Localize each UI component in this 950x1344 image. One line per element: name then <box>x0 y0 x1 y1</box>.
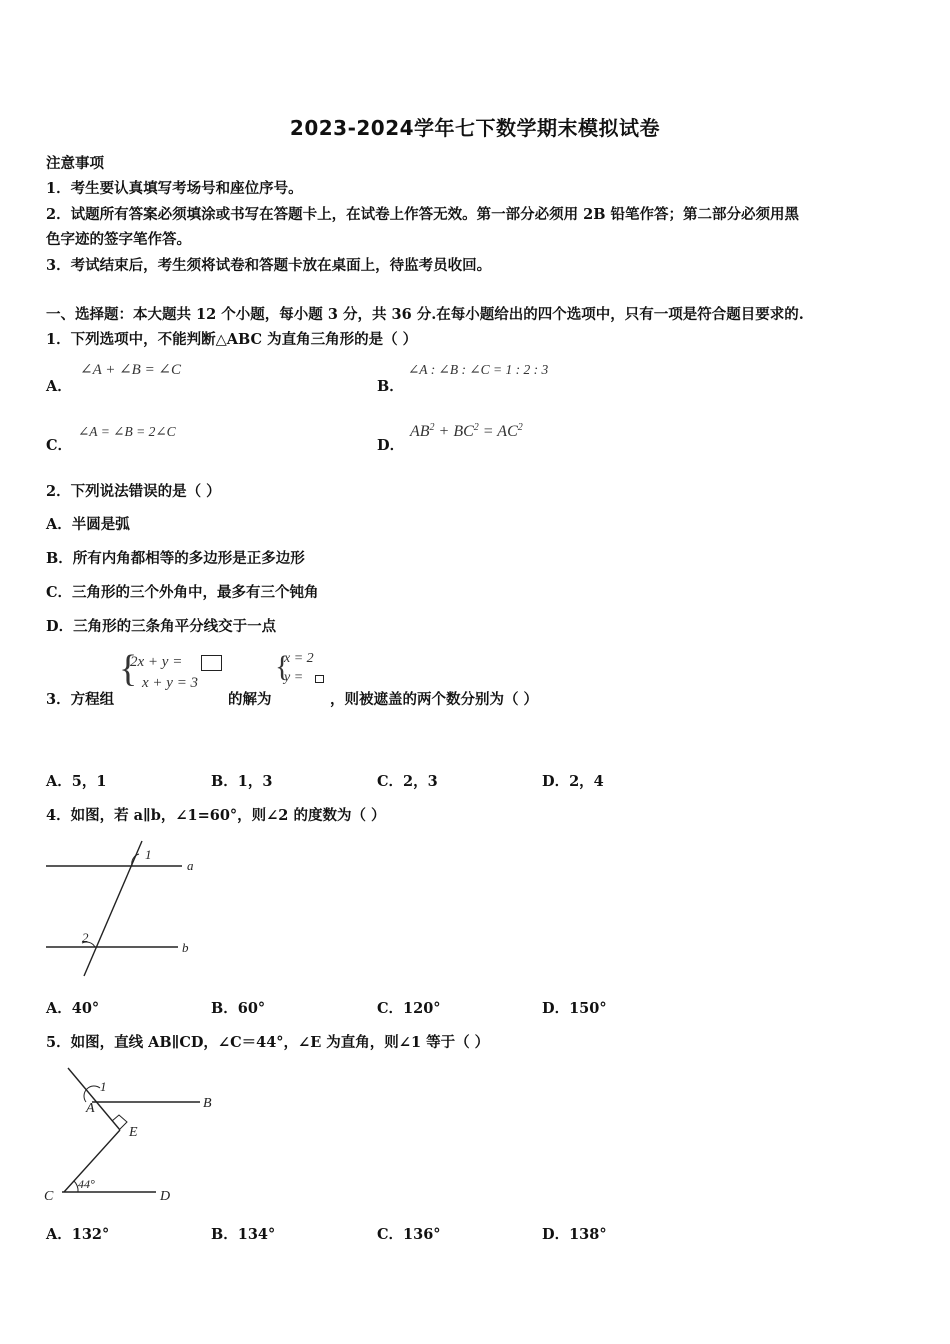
q3-option-d: D．2，4 <box>542 773 604 790</box>
q3-option-b: B．1，3 <box>211 773 273 790</box>
q5-option-d: D．138° <box>542 1226 607 1243</box>
q2-option-b: B．所有内角都相等的多边形是正多边形 <box>46 550 305 567</box>
q3-option-c: C．2，3 <box>377 773 438 790</box>
q1-option-b-label: B． <box>377 378 404 395</box>
q1-option-c-label: C． <box>46 437 73 454</box>
q5-label-1: 1 <box>100 1079 107 1094</box>
q2-option-d: D．三角形的三条角平分线交于一点 <box>46 618 277 635</box>
q1-option-d-math: $AB^2 + BC^2 = AC^2$ <box>410 422 523 440</box>
q1-option-a-math: ∠A + ∠B = ∠C <box>80 362 182 378</box>
q4-label-2: 2 <box>82 930 89 945</box>
notice-item-2: 2．试题所有答案必须填涂或书写在答题卡上，在试卷上作答无效。第一部分必须用 2B 铅笔作答；第二部分必须用黑 <box>46 206 800 223</box>
q4-figure <box>40 836 210 982</box>
q3-hidden-box-1 <box>201 655 222 671</box>
q4-label-1: 1 <box>145 847 152 862</box>
q2-option-a: A．半圆是弧 <box>46 516 130 533</box>
q5-option-a: A．132° <box>46 1226 110 1243</box>
q5-label-e: E <box>129 1125 138 1140</box>
q5-option-c: C．136° <box>377 1226 441 1243</box>
q5-stem: 5．如图，直线 AB∥CD，∠C＝44°，∠E 为直角，则∠1 等于（ ） <box>46 1034 490 1051</box>
q3-system-brace: { <box>119 648 138 690</box>
q3-solution-y: y = <box>284 670 304 685</box>
notice-heading: 注意事项 <box>46 155 104 172</box>
q1-option-a-label: A． <box>46 378 72 395</box>
q3-hidden-box-2 <box>315 675 324 683</box>
notice-item-3: 3．考试结束后，考生须将试卷和答题卡放在桌面上，待监考员收回。 <box>46 257 492 274</box>
q1-option-c-math: ∠A = ∠B = 2∠C <box>78 424 176 439</box>
q4-option-a: A．40° <box>46 1000 100 1017</box>
q3-solution-x: x = 2 <box>284 651 314 666</box>
q5-label-a: A <box>86 1101 95 1116</box>
q4-line-a-label: a <box>187 858 194 873</box>
page-title: 2023-2024学年七下数学期末模拟试卷 <box>289 116 661 140</box>
q5-angle-label: 44° <box>78 1177 95 1191</box>
q3-mid: 的解为 <box>228 691 272 708</box>
q1-option-b-math: ∠A : ∠B : ∠C = 1 : 2 : 3 <box>408 362 549 377</box>
q3-eq2: x + y = 3 <box>142 675 199 691</box>
q5-option-b: B．134° <box>211 1226 276 1243</box>
q2-stem: 2．下列说法错误的是（ ） <box>46 483 221 500</box>
notice-item-1: 1．考生要认真填写考场号和座位序号。 <box>46 180 303 197</box>
q4-stem: 4．如图，若 a∥b，∠1=60°，则∠2 的度数为（ ） <box>46 807 386 824</box>
q2-option-c: C．三角形的三个外角中，最多有三个钝角 <box>46 584 319 601</box>
q4-option-b: B．60° <box>211 1000 266 1017</box>
section-1-heading: 一、选择题：本大题共 12 个小题，每小题 3 分，共 36 分.在每小题给出的四个选项中，只有一项是符合题目要求的. <box>46 306 804 323</box>
q1-option-d-label: D． <box>377 437 405 454</box>
q3-suffix: ，则被遮盖的两个数分别为（ ） <box>330 691 539 708</box>
q4-option-d: D．150° <box>542 1000 607 1017</box>
q4-option-c: C．120° <box>377 1000 441 1017</box>
notice-item-2-cont: 色字迹的签字笔作答。 <box>46 231 191 248</box>
q3-solution-brace: { <box>275 650 290 683</box>
q1-stem: 1．下列选项中，不能判断△ABC 为直角三角形的是（ ） <box>46 331 418 348</box>
q5-label-d: D <box>160 1189 171 1204</box>
q3-eq1: 2x + y = <box>130 654 183 670</box>
q3-option-a: A．5，1 <box>46 773 107 790</box>
q5-figure <box>40 1064 230 1214</box>
q3-prefix: 3．方程组 <box>46 691 115 708</box>
q5-label-b: B <box>203 1096 212 1111</box>
q5-label-c: C <box>44 1189 54 1204</box>
q4-line-b-label: b <box>182 940 189 955</box>
